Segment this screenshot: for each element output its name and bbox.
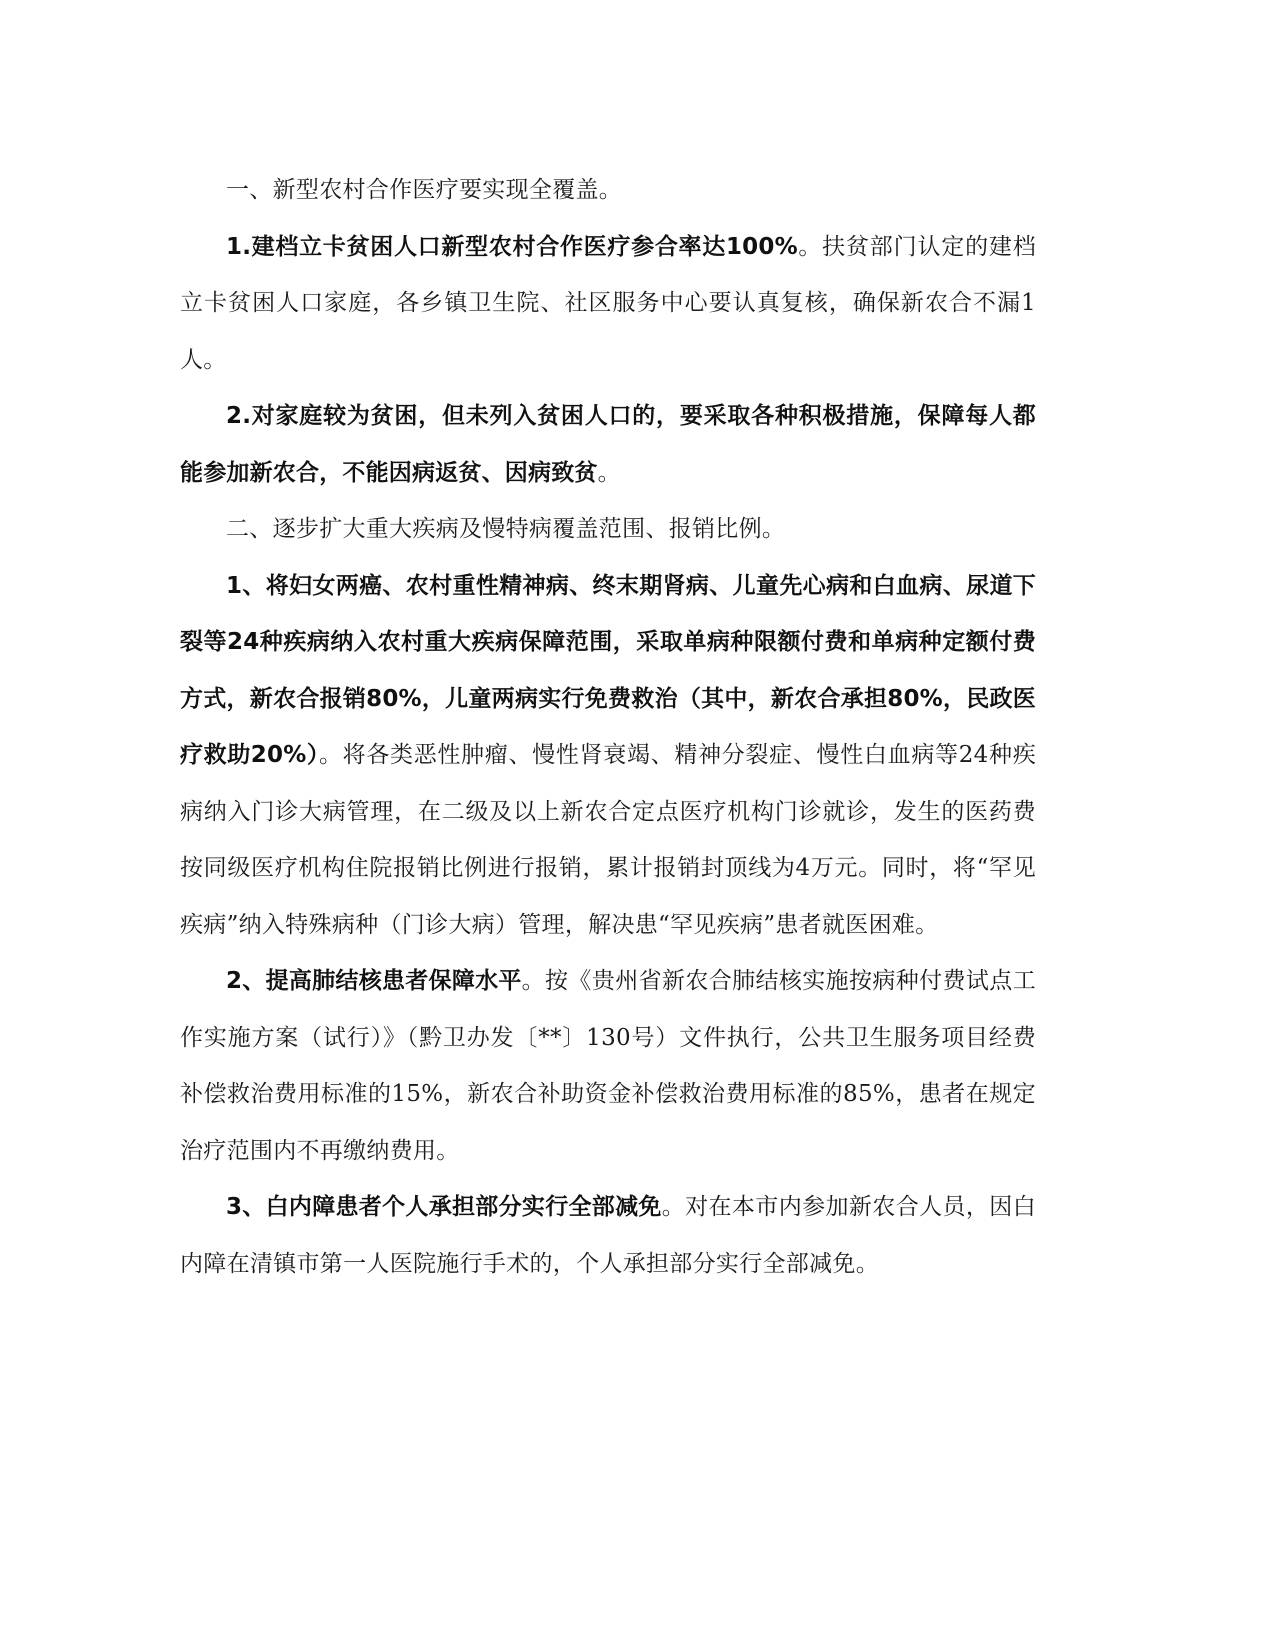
paragraph-text: 。扶贫部门认定的建档立卡贫困人口家庭，各乡镇卫生院、社区服务中心要认真复核，确保新农合不漏1人。 (180, 233, 1037, 373)
paragraph (180, 1179, 1036, 1292)
paragraph (180, 219, 1036, 389)
paragraph-bold-lead: 3、白内障患者个人承担部分实行全部减免 (226, 1194, 662, 1220)
section-heading (180, 501, 1036, 558)
section-heading-text: 一、新型农村合作医疗要实现全覆盖。 (226, 177, 623, 203)
paragraph (180, 388, 1036, 501)
paragraph-bold-lead: 2、提高肺结核患者保障水平 (226, 968, 522, 994)
section-heading (180, 162, 1036, 219)
paragraph-bold-lead: 1、将妇女两癌、农村重性精神病、终末期肾病、儿童先心病和白血病、尿道下裂等24种疾病纳入农村重大疾病保障范围，采取单病种限额付费和单病种定额付费方式，新农合报销80%，儿童两病实行免费救治（其中，新农合承担80%，民政医疗救助20%） (180, 572, 1036, 768)
paragraph-text: 。将各类恶性肿瘤、慢性肾衰竭、精神分裂症、慢性白血病等24种疾病纳入门诊大病管理，在二级及以上新农合定点医疗机构门诊就诊，发生的医药费按同级医疗机构住院报销比例进行报销，累计报销封顶线为4万元。同时，将“罕见疾病”纳入特殊病种（门诊大病）管理，解决患“罕见疾病”患者就医困难。 (180, 742, 1036, 938)
paragraph (180, 953, 1036, 1179)
section-heading-text: 二、逐步扩大重大疾病及慢特病覆盖范围、报销比例。 (226, 516, 786, 542)
paragraph-text: 。对在本市内参加新农合人员，因白内障在清镇市第一人医院施行手术的，个人承担部分实行全部减免。 (180, 1194, 1036, 1277)
document-body (180, 162, 1036, 1292)
paragraph-text: 。 (597, 459, 621, 486)
paragraph (180, 558, 1036, 954)
paragraph-text: 。按《贵州省新农合肺结核实施按病种付费试点工作实施方案（试行）》（黔卫办发〔**〕130号）文件执行，公共卫生服务项目经费补偿救治费用标准的15%，新农合补助资金补偿救治费用标准的85%，患者在规定治疗范围内不再缴纳费用。 (180, 968, 1036, 1164)
paragraph-bold-lead: 2.对家庭较为贫困，但未列入贫困人口的，要采取各种积极措施，保障每人都能参加新农合，不能因病返贫、因病致贫 (180, 403, 1036, 486)
paragraph-bold-lead: 1.建档立卡贫困人口新型农村合作医疗参合率达100% (226, 233, 798, 260)
